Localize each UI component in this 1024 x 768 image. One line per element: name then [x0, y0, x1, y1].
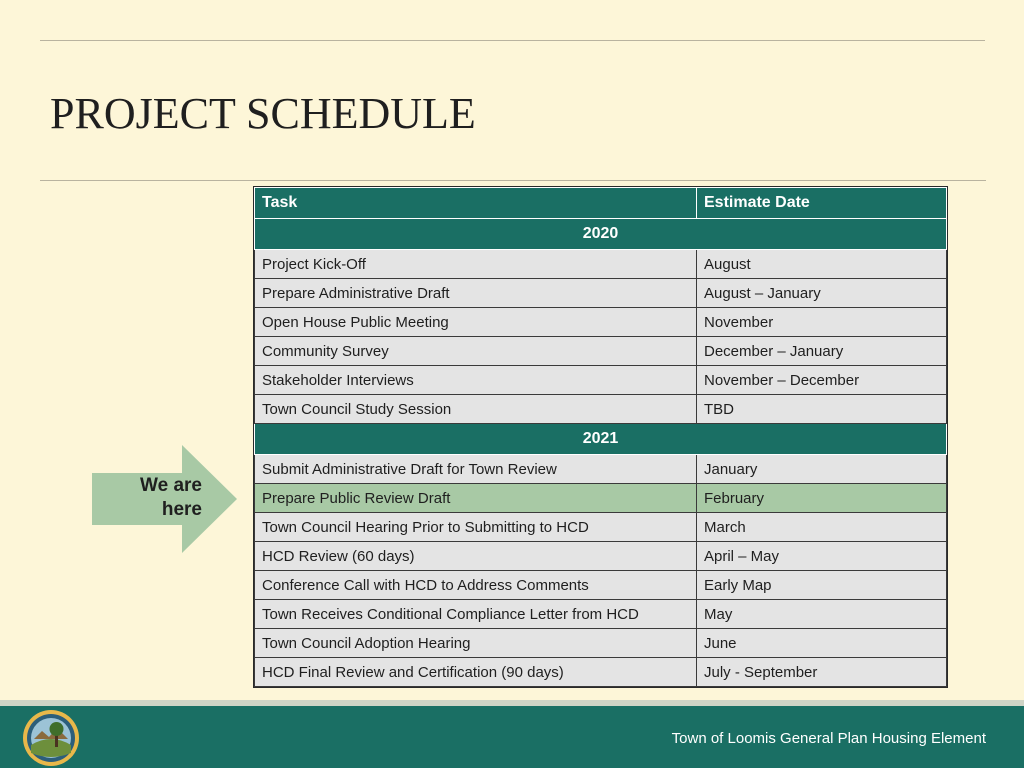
task-cell: Conference Call with HCD to Address Comments	[255, 571, 697, 600]
date-cell: November	[697, 308, 947, 337]
date-cell: July - September	[697, 658, 947, 687]
table-row	[255, 600, 947, 629]
footer-bar	[0, 700, 1024, 768]
we-are-here-label	[92, 474, 202, 522]
date-cell: Early Map	[697, 571, 947, 600]
year-row-2021	[255, 424, 947, 455]
date-column-header: Estimate Date	[697, 188, 947, 219]
task-cell: HCD Final Review and Certification (90 days)	[255, 658, 697, 687]
page-title: PROJECT SCHEDULE	[50, 89, 476, 138]
current-table-row	[255, 484, 947, 513]
date-cell: November – December	[697, 366, 947, 395]
date-cell: May	[697, 600, 947, 629]
year-label: 2020	[255, 219, 947, 250]
task-cell: Town Council Adoption Hearing	[255, 629, 697, 658]
marker-line-2: here	[161, 499, 202, 520]
title-rule	[40, 180, 986, 181]
table-row	[255, 366, 947, 395]
date-cell: March	[697, 513, 947, 542]
table-row	[255, 455, 947, 484]
table-row	[255, 571, 947, 600]
table-row	[255, 250, 947, 279]
table-row	[255, 542, 947, 571]
date-cell: January	[697, 455, 947, 484]
task-cell: Stakeholder Interviews	[255, 366, 697, 395]
table-row	[255, 308, 947, 337]
date-cell: TBD	[697, 395, 947, 424]
task-cell: HCD Review (60 days)	[255, 542, 697, 571]
date-cell: August – January	[697, 279, 947, 308]
schedule-table	[254, 187, 947, 687]
top-rule	[40, 40, 985, 41]
task-cell: Prepare Administrative Draft	[255, 279, 697, 308]
table-header-row	[255, 188, 947, 219]
date-cell: August	[697, 250, 947, 279]
table-row	[255, 629, 947, 658]
task-cell: Town Receives Conditional Compliance Letter from HCD	[255, 600, 697, 629]
date-cell: June	[697, 629, 947, 658]
year-label: 2021	[255, 424, 947, 455]
task-cell: Town Council Study Session	[255, 395, 697, 424]
town-seal-logo	[22, 709, 80, 767]
marker-line-1: We are	[140, 475, 202, 496]
task-cell: Prepare Public Review Draft	[255, 484, 697, 513]
task-column-header: Task	[255, 188, 697, 219]
table-row	[255, 395, 947, 424]
date-cell: February	[697, 484, 947, 513]
date-cell: April – May	[697, 542, 947, 571]
task-cell: Submit Administrative Draft for Town Review	[255, 455, 697, 484]
footer-title: Town of Loomis General Plan Housing Element	[671, 730, 986, 747]
task-cell: Town Council Hearing Prior to Submitting to HCD	[255, 513, 697, 542]
table-row	[255, 337, 947, 366]
date-cell: December – January	[697, 337, 947, 366]
task-cell: Project Kick-Off	[255, 250, 697, 279]
table-row	[255, 279, 947, 308]
table-row	[255, 658, 947, 687]
task-cell: Open House Public Meeting	[255, 308, 697, 337]
task-cell: Community Survey	[255, 337, 697, 366]
table-row	[255, 513, 947, 542]
year-row-2020	[255, 219, 947, 250]
